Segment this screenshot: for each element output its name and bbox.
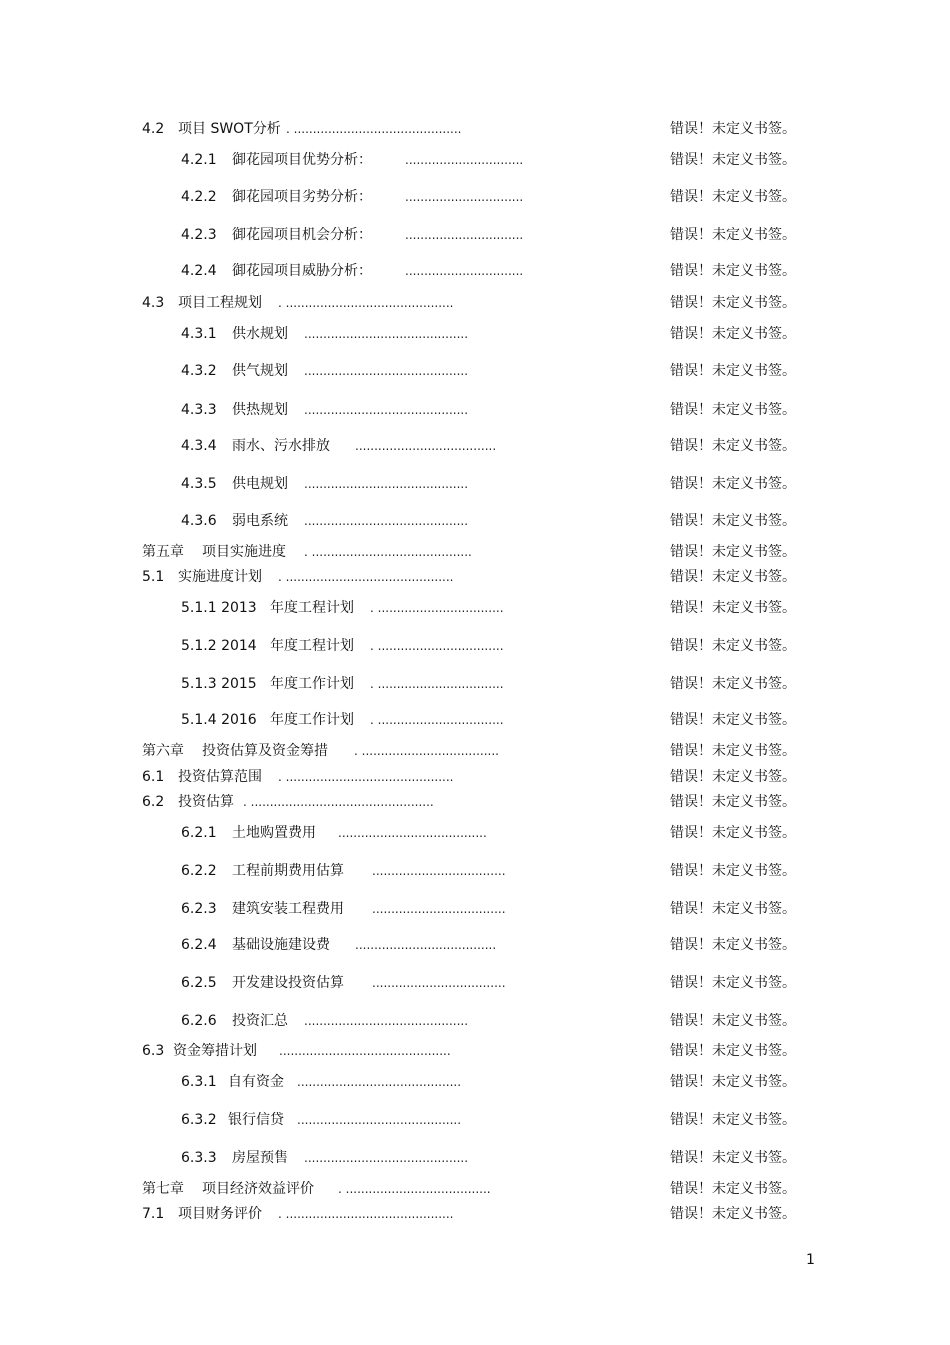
section-number: 4.2.2 <box>181 189 217 205</box>
section-number: 6.3.3 <box>181 1150 217 1166</box>
section-number: 4.2.3 <box>181 227 217 243</box>
toc-entry-4-2-1[interactable] <box>0 150 950 170</box>
section-title: 供气规划 <box>232 363 288 379</box>
section-title: 御花园项目优势分析： <box>232 152 372 168</box>
toc-entry-6-2[interactable] <box>0 792 950 812</box>
toc-entry-4-3[interactable] <box>0 293 950 313</box>
toc-entry-5-1-3[interactable] <box>0 674 950 694</box>
section-title: 开发建设投资估算 <box>232 975 344 991</box>
toc-entry-chapter-5[interactable] <box>0 542 950 562</box>
page-reference: 错误！未定义书签。 <box>670 600 796 616</box>
page-reference: 错误！未定义书签。 <box>670 794 796 810</box>
dot-leader: . ............................................ <box>278 570 454 584</box>
section-number: 4.2.1 <box>181 152 217 168</box>
dot-leader: . ................................. <box>370 601 504 615</box>
toc-entry-4-3-2[interactable] <box>0 361 950 381</box>
toc-entry-4-2-4[interactable] <box>0 261 950 281</box>
section-number: 5.1.3 2015 <box>181 676 257 692</box>
dot-leader: . .................................... <box>354 744 499 758</box>
dot-leader: ................................... <box>372 864 506 878</box>
toc-entry-4-3-6[interactable] <box>0 511 950 531</box>
section-title: 实施进度计划 <box>178 569 262 585</box>
section-number: 6.3 <box>142 1043 165 1059</box>
toc-entry-6-2-1[interactable] <box>0 823 950 843</box>
chapter-number: 第五章 <box>142 544 184 560</box>
toc-entry-chapter-7[interactable] <box>0 1179 950 1199</box>
section-number: 5.1 <box>142 569 165 585</box>
section-title: 投资估算范围 <box>178 769 262 785</box>
toc-entry-4-3-1[interactable] <box>0 324 950 344</box>
section-title: 年度工作计划 <box>270 712 354 728</box>
page-reference: 错误！未定义书签。 <box>670 1074 796 1090</box>
chapter-number: 第七章 <box>142 1181 184 1197</box>
dot-leader: ........................................... <box>304 514 469 528</box>
dot-leader: . ............................................ <box>286 122 462 136</box>
chapter-title: 项目经济效益评价 <box>202 1181 314 1197</box>
page-reference: 错误！未定义书签。 <box>670 326 796 342</box>
dot-leader: . ............................................ <box>278 296 454 310</box>
section-number: 6.2.5 <box>181 975 217 991</box>
section-number: 4.3.3 <box>181 402 217 418</box>
page-reference: 错误！未定义书签。 <box>670 513 796 529</box>
dot-leader: . .......................................... <box>304 545 472 559</box>
section-number: 4.3.1 <box>181 326 217 342</box>
chapter-title: 投资估算及资金筹措 <box>202 743 328 759</box>
dot-leader: ........................................... <box>304 403 469 417</box>
section-number: 4.2.4 <box>181 263 217 279</box>
toc-entry-5-1[interactable] <box>0 567 950 587</box>
section-title: 供水规划 <box>232 326 288 342</box>
toc-entry-6-3-1[interactable] <box>0 1072 950 1092</box>
dot-leader: . ................................................ <box>243 795 434 809</box>
dot-leader: . ................................. <box>370 713 504 727</box>
section-title: 供热规划 <box>232 402 288 418</box>
toc-entry-5-1-2[interactable] <box>0 636 950 656</box>
page-reference: 错误！未定义书签。 <box>670 1043 796 1059</box>
dot-leader: ........................................... <box>297 1075 462 1089</box>
page-reference: 错误！未定义书签。 <box>670 263 796 279</box>
page-reference: 错误！未定义书签。 <box>670 1150 796 1166</box>
section-title: 自有资金 <box>228 1074 284 1090</box>
dot-leader: . ............................................ <box>278 770 454 784</box>
toc-entry-6-1[interactable] <box>0 767 950 787</box>
dot-leader: ............................... <box>405 190 524 204</box>
section-number: 5.1.1 2013 <box>181 600 257 616</box>
section-title: 土地购置费用 <box>232 825 316 841</box>
page-reference: 错误！未定义书签。 <box>670 769 796 785</box>
toc-entry-6-2-6[interactable] <box>0 1011 950 1031</box>
section-number: 7.1 <box>142 1206 165 1222</box>
page-number: 1 <box>806 1252 815 1268</box>
page-reference: 错误！未定义书签。 <box>670 363 796 379</box>
section-title: 雨水、污水排放 <box>232 438 330 454</box>
section-title: 御花园项目劣势分析： <box>232 189 372 205</box>
section-title: 弱电系统 <box>232 513 288 529</box>
toc-entry-4-3-4[interactable] <box>0 436 950 456</box>
section-title: 投资估算 <box>178 794 234 810</box>
dot-leader: ........................................... <box>304 1014 469 1028</box>
page-reference: 错误！未定义书签。 <box>670 825 796 841</box>
toc-entry-chapter-6[interactable] <box>0 741 950 761</box>
section-number: 4.2 <box>142 121 165 137</box>
section-title: 御花园项目机会分析： <box>232 227 372 243</box>
dot-leader: ........................................... <box>297 1113 462 1127</box>
toc-entry-6-3-3[interactable] <box>0 1148 950 1168</box>
dot-leader: ............................... <box>405 264 524 278</box>
page-reference: 错误！未定义书签。 <box>670 1013 796 1029</box>
page-reference: 错误！未定义书签。 <box>670 295 796 311</box>
dot-leader: ............................... <box>405 153 524 167</box>
section-title: 基础设施建设费 <box>232 937 330 953</box>
page-reference: 错误！未定义书签。 <box>670 901 796 917</box>
dot-leader: . ................................. <box>370 677 504 691</box>
section-number: 5.1.4 2016 <box>181 712 257 728</box>
dot-leader: . ............................................ <box>278 1207 454 1221</box>
page-reference: 错误！未定义书签。 <box>670 863 796 879</box>
section-title: 投资汇总 <box>232 1013 288 1029</box>
toc-entry-7-1[interactable] <box>0 1204 950 1224</box>
page-reference: 错误！未定义书签。 <box>670 712 796 728</box>
section-number: 6.2.3 <box>181 901 217 917</box>
section-title: 御花园项目威胁分析： <box>232 263 372 279</box>
section-number: 5.1.2 2014 <box>181 638 257 654</box>
page-reference: 错误！未定义书签。 <box>670 121 796 137</box>
dot-leader: ..................................... <box>355 938 497 952</box>
dot-leader: ........................................... <box>304 327 469 341</box>
toc-entry-6-3[interactable] <box>0 1041 950 1061</box>
dot-leader: ....................................... <box>338 826 487 840</box>
chapter-title: 项目实施进度 <box>202 544 286 560</box>
section-title: 项目 SWOT分析 <box>178 121 281 137</box>
toc-entry-5-1-1[interactable] <box>0 598 950 618</box>
section-title: 项目财务评价 <box>178 1206 262 1222</box>
section-title: 年度工程计划 <box>270 638 354 654</box>
page-reference: 错误！未定义书签。 <box>670 402 796 418</box>
toc-entry-6-2-4[interactable] <box>0 935 950 955</box>
page-reference: 错误！未定义书签。 <box>670 638 796 654</box>
section-title: 银行信贷 <box>228 1112 284 1128</box>
toc-entry-6-2-3[interactable] <box>0 899 950 919</box>
section-number: 4.3.2 <box>181 363 217 379</box>
section-number: 4.3.4 <box>181 438 217 454</box>
dot-leader: ........................................... <box>304 364 469 378</box>
chapter-number: 第六章 <box>142 743 184 759</box>
page-reference: 错误！未定义书签。 <box>670 227 796 243</box>
section-number: 6.2.1 <box>181 825 217 841</box>
page-reference: 错误！未定义书签。 <box>670 152 796 168</box>
dot-leader: ........................................... <box>304 1151 469 1165</box>
toc-entry-5-1-4[interactable] <box>0 710 950 730</box>
toc-entry-4-3-5[interactable] <box>0 474 950 494</box>
section-title: 建筑安装工程费用 <box>232 901 344 917</box>
section-number: 6.2.2 <box>181 863 217 879</box>
dot-leader: ............................... <box>405 228 524 242</box>
section-title: 供电规划 <box>232 476 288 492</box>
page-reference: 错误！未定义书签。 <box>670 1112 796 1128</box>
section-number: 4.3.6 <box>181 513 217 529</box>
toc-entry-4-2[interactable] <box>0 119 950 139</box>
page-reference: 错误！未定义书签。 <box>670 1206 796 1222</box>
section-title: 工程前期费用估算 <box>232 863 344 879</box>
section-title: 年度工作计划 <box>270 676 354 692</box>
page-reference: 错误！未定义书签。 <box>670 476 796 492</box>
section-title: 年度工程计划 <box>270 600 354 616</box>
toc-entry-4-2-2[interactable] <box>0 187 950 207</box>
toc-entry-6-2-5[interactable] <box>0 973 950 993</box>
dot-leader: ................................... <box>372 902 506 916</box>
page-reference: 错误！未定义书签。 <box>670 743 796 759</box>
toc-entry-6-2-2[interactable] <box>0 861 950 881</box>
section-number: 4.3 <box>142 295 165 311</box>
page-reference: 错误！未定义书签。 <box>670 975 796 991</box>
page-reference: 错误！未定义书签。 <box>670 438 796 454</box>
section-number: 6.1 <box>142 769 165 785</box>
toc-entry-6-3-2[interactable] <box>0 1110 950 1130</box>
section-number: 4.3.5 <box>181 476 217 492</box>
section-number: 6.3.2 <box>181 1112 217 1128</box>
section-title: 房屋预售 <box>232 1150 288 1166</box>
section-number: 6.2.4 <box>181 937 217 953</box>
page-reference: 错误！未定义书签。 <box>670 544 796 560</box>
page-reference: 错误！未定义书签。 <box>670 676 796 692</box>
section-number: 6.3.1 <box>181 1074 217 1090</box>
section-title: 项目工程规划 <box>178 295 262 311</box>
section-number: 6.2.6 <box>181 1013 217 1029</box>
section-title: 资金筹措计划 <box>173 1043 257 1059</box>
section-number: 6.2 <box>142 794 165 810</box>
dot-leader: ............................................. <box>279 1044 451 1058</box>
toc-entry-4-3-3[interactable] <box>0 400 950 420</box>
dot-leader: ........................................... <box>304 477 469 491</box>
page-reference: 错误！未定义书签。 <box>670 937 796 953</box>
dot-leader: ..................................... <box>355 439 497 453</box>
page-reference: 错误！未定义书签。 <box>670 1181 796 1197</box>
dot-leader: ................................... <box>372 976 506 990</box>
page-reference: 错误！未定义书签。 <box>670 189 796 205</box>
toc-entry-4-2-3[interactable] <box>0 225 950 245</box>
dot-leader: . ................................. <box>370 639 504 653</box>
page-reference: 错误！未定义书签。 <box>670 569 796 585</box>
dot-leader: . ...................................... <box>338 1182 491 1196</box>
